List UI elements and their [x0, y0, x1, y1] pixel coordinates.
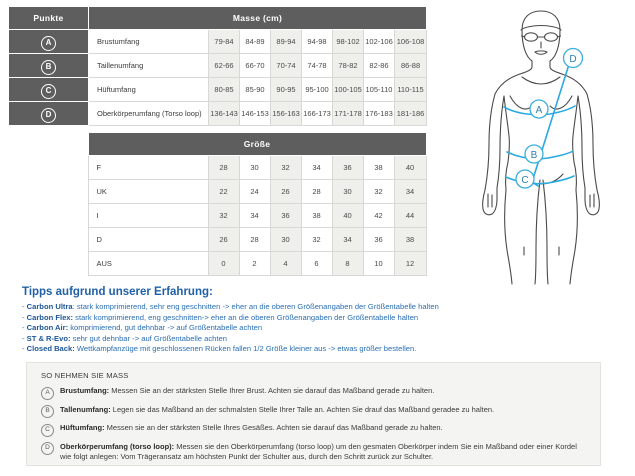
tip-name: Carbon Ultra: [26, 302, 73, 311]
how-to-body: Legen sie das Maßband an der schmalsten Stelle Ihrer Talle an. Achten Sie drauf das Maßband geradee zu halten.: [110, 404, 495, 414]
how-to-name: Hüftumfang:: [60, 423, 105, 432]
cell-value: 4: [270, 252, 301, 276]
point-badge-a: A: [41, 36, 56, 51]
tip-line-carbon-ultra: [22, 302, 522, 313]
cell-value: 146-153: [240, 102, 271, 126]
how-to-title: SO NEHMEN SIE MASS: [41, 371, 129, 380]
cell-value: 90-95: [271, 78, 302, 102]
how-to-row-b: [41, 405, 588, 419]
point-badge-b-icon: B: [41, 405, 54, 418]
table-row: [8, 204, 426, 228]
cell-value: 12: [394, 252, 426, 276]
table-row: [9, 54, 427, 78]
cell-value: 82-86: [364, 54, 395, 78]
table-row: [8, 252, 426, 276]
cell-value: 32: [208, 204, 239, 228]
cell-value: 28: [208, 156, 239, 180]
body-measurement-figure: [462, 4, 632, 289]
cell-value: 176-183: [364, 102, 395, 126]
tip-line-closed-back: [22, 344, 522, 355]
cell-value: 106-108: [395, 30, 427, 54]
cell-value: 78-82: [333, 54, 364, 78]
measure-label-oberkoerperumfang: Oberkörperumfang (Torso loop): [89, 102, 209, 126]
cell-value: 8: [332, 252, 363, 276]
spacer-cell: [8, 228, 88, 252]
tips-title: Tipps aufgrund unserer Erfahrung:: [22, 286, 213, 298]
spacer-cell: [8, 252, 88, 276]
cell-value: 136-143: [209, 102, 240, 126]
cell-value: 94-98: [302, 30, 333, 54]
point-cell-b: [9, 54, 89, 78]
tables-container: [8, 6, 426, 276]
cell-value: 32: [301, 228, 332, 252]
female-body-outline-icon: [462, 4, 632, 289]
cell-value: 105-110: [364, 78, 395, 102]
point-badge-c: C: [41, 84, 56, 99]
size-label-f: F: [88, 156, 208, 180]
table-row: [8, 180, 426, 204]
cell-value: 0: [208, 252, 239, 276]
table-row: [9, 102, 427, 126]
point-cell-c: [9, 78, 89, 102]
spacer-cell: [8, 204, 88, 228]
cell-value: 26: [208, 228, 239, 252]
cell-value: 66-70: [240, 54, 271, 78]
point-cell-d: [9, 102, 89, 126]
tip-rest: : stark komprimierend, sehr eng geschnitten -> eher an die oberen Größenangaben der Größentabelle halten: [72, 302, 439, 311]
tip-dash: -: [22, 323, 27, 333]
size-label-i: I: [88, 204, 208, 228]
cell-value: 44: [394, 204, 426, 228]
cell-value: 36: [332, 156, 363, 180]
cell-value: 80-85: [209, 78, 240, 102]
how-to-name: Brustumfang:: [60, 386, 110, 395]
cell-value: 32: [363, 180, 394, 204]
how-to-body: Messen Sie an der stärksten Stelle Ihrer Brust. Achten sie darauf das Maßband gerade zu halten.: [109, 386, 435, 395]
how-to-text-d: [60, 442, 588, 463]
tip-name: ST & R-Evo:: [26, 333, 71, 343]
cell-value: 181-186: [395, 102, 427, 126]
cell-value: 85-90: [240, 78, 271, 102]
cell-value: 2: [239, 252, 270, 276]
cell-value: 79-84: [209, 30, 240, 54]
how-to-body: Messen sie den Oberkörperumfang (torso loop) um den gesmaten Oberkörper indem Sie ein Maßband oder einer Kordel wie folgt anlegen: Vom Trägeransatz am höchsten Punkt der Schulter aus, durch den Schritt zurück zur Schulter.: [60, 441, 577, 461]
how-to-row-c: [41, 423, 588, 437]
tip-name: Carbon Air:: [26, 323, 69, 333]
cell-value: 100-105: [333, 78, 364, 102]
tip-rest: komprimierend, gut dehnbar -> auf Größentabelle achten: [68, 323, 263, 333]
table-row: [9, 78, 427, 102]
cell-value: 38: [301, 204, 332, 228]
cell-value: 110-115: [395, 78, 427, 102]
table-row: [8, 156, 426, 180]
point-badge-b: B: [41, 60, 56, 75]
cell-value: 32: [270, 156, 301, 180]
cell-value: 36: [363, 228, 394, 252]
cell-value: 171-178: [333, 102, 364, 126]
point-badge-d-icon: D: [41, 442, 54, 455]
cell-value: 28: [239, 228, 270, 252]
spacer-cell: [8, 156, 88, 180]
cell-value: 38: [363, 156, 394, 180]
point-badge-a-icon: A: [41, 387, 54, 400]
how-to-text-c: [60, 423, 443, 434]
measure-table-header-row: [9, 7, 427, 30]
cell-value: 95-100: [302, 78, 333, 102]
cell-value: 102-106: [364, 30, 395, 54]
cell-value: 10: [363, 252, 394, 276]
tip-name: Closed Back:: [26, 344, 75, 354]
measure-label-taillenumfang: Taillenumfang: [89, 54, 209, 78]
cell-value: 30: [239, 156, 270, 180]
cell-value: 62-66: [209, 54, 240, 78]
tip-line-carbon-flex: [22, 313, 522, 324]
size-label-aus: AUS: [88, 252, 208, 276]
marker-label-b: B: [530, 150, 538, 161]
cell-value: 98-102: [333, 30, 364, 54]
cell-value: 86-88: [395, 54, 427, 78]
cell-value: 74-78: [302, 54, 333, 78]
cell-value: 84-89: [240, 30, 271, 54]
cell-value: 34: [332, 228, 363, 252]
size-label-uk: UK: [88, 180, 208, 204]
cell-value: 28: [301, 180, 332, 204]
cell-value: 34: [394, 180, 426, 204]
tip-dash: -: [22, 312, 27, 322]
cell-value: 22: [208, 180, 239, 204]
tip-dash: -: [22, 302, 27, 311]
marker-label-a: A: [535, 105, 543, 116]
marker-label-c: C: [521, 175, 529, 186]
tip-line-carbon-air: [22, 323, 522, 334]
how-to-text-a: [60, 386, 434, 397]
tip-dash: -: [22, 344, 27, 354]
cell-value: 34: [301, 156, 332, 180]
marker-label-d: D: [569, 54, 577, 65]
how-to-row-a: [41, 386, 588, 400]
size-table-header-row: [8, 133, 426, 156]
tip-rest: sehr gut dehnbar -> auf Größentabelle achten: [70, 333, 227, 343]
cell-value: 26: [270, 180, 301, 204]
measure-label-hueftumfang: Hüftumfang: [89, 78, 209, 102]
how-to-measure-box: [26, 362, 601, 466]
how-to-row-d: [41, 442, 588, 463]
tip-line-st-revo: [22, 334, 522, 345]
point-cell-a: [9, 30, 89, 54]
how-to-body: Messen sie an der stärksten Stelle Ihres Gesäßes. Achten sie darauf das Maßband gerade zu halten.: [104, 423, 443, 432]
cell-value: 6: [301, 252, 332, 276]
measure-markers: [516, 49, 583, 189]
table-row: [9, 30, 427, 54]
size-label-d: D: [88, 228, 208, 252]
cell-value: 30: [270, 228, 301, 252]
how-to-name: Tallenumfang:: [60, 404, 111, 414]
measure-label-brustumfang: Brustumfang: [89, 30, 209, 54]
cell-value: 34: [239, 204, 270, 228]
header-punkte: Punkte: [9, 7, 89, 30]
how-to-name: Oberkörperumfang (torso loop):: [60, 441, 175, 451]
header-masse: Masse (cm): [89, 7, 427, 30]
cell-value: 30: [332, 180, 363, 204]
cell-value: 89-94: [271, 30, 302, 54]
table-row: [8, 228, 426, 252]
tip-name: Carbon Flex:: [26, 312, 74, 322]
tip-dash: -: [22, 333, 27, 343]
measure-table: [8, 6, 427, 126]
tip-rest: stark komprimierend, eng geschnitten-> eher an die oberen Größenangaben der Größentabelle halten: [73, 312, 419, 322]
cell-value: 38: [394, 228, 426, 252]
cell-value: 156-163: [271, 102, 302, 126]
tip-rest: Wettkampfanzüge mit geschlossenen Rücken fallen 1/2 Größe kleiner aus -> etwas größer bestellen.: [74, 344, 417, 354]
cell-value: 36: [270, 204, 301, 228]
point-badge-d: D: [41, 108, 56, 123]
size-table: [8, 132, 427, 276]
measure-line-d-upper: [532, 58, 571, 182]
cell-value: 70-74: [271, 54, 302, 78]
cell-value: 40: [394, 156, 426, 180]
cell-value: 166-173: [302, 102, 333, 126]
tips-section: [22, 286, 522, 355]
spacer-cell: [8, 133, 88, 156]
cell-value: 24: [239, 180, 270, 204]
how-to-text-b: [60, 405, 494, 416]
spacer-cell: [8, 180, 88, 204]
header-groesse: Größe: [88, 133, 426, 156]
cell-value: 40: [332, 204, 363, 228]
point-badge-c-icon: C: [41, 424, 54, 437]
cell-value: 42: [363, 204, 394, 228]
